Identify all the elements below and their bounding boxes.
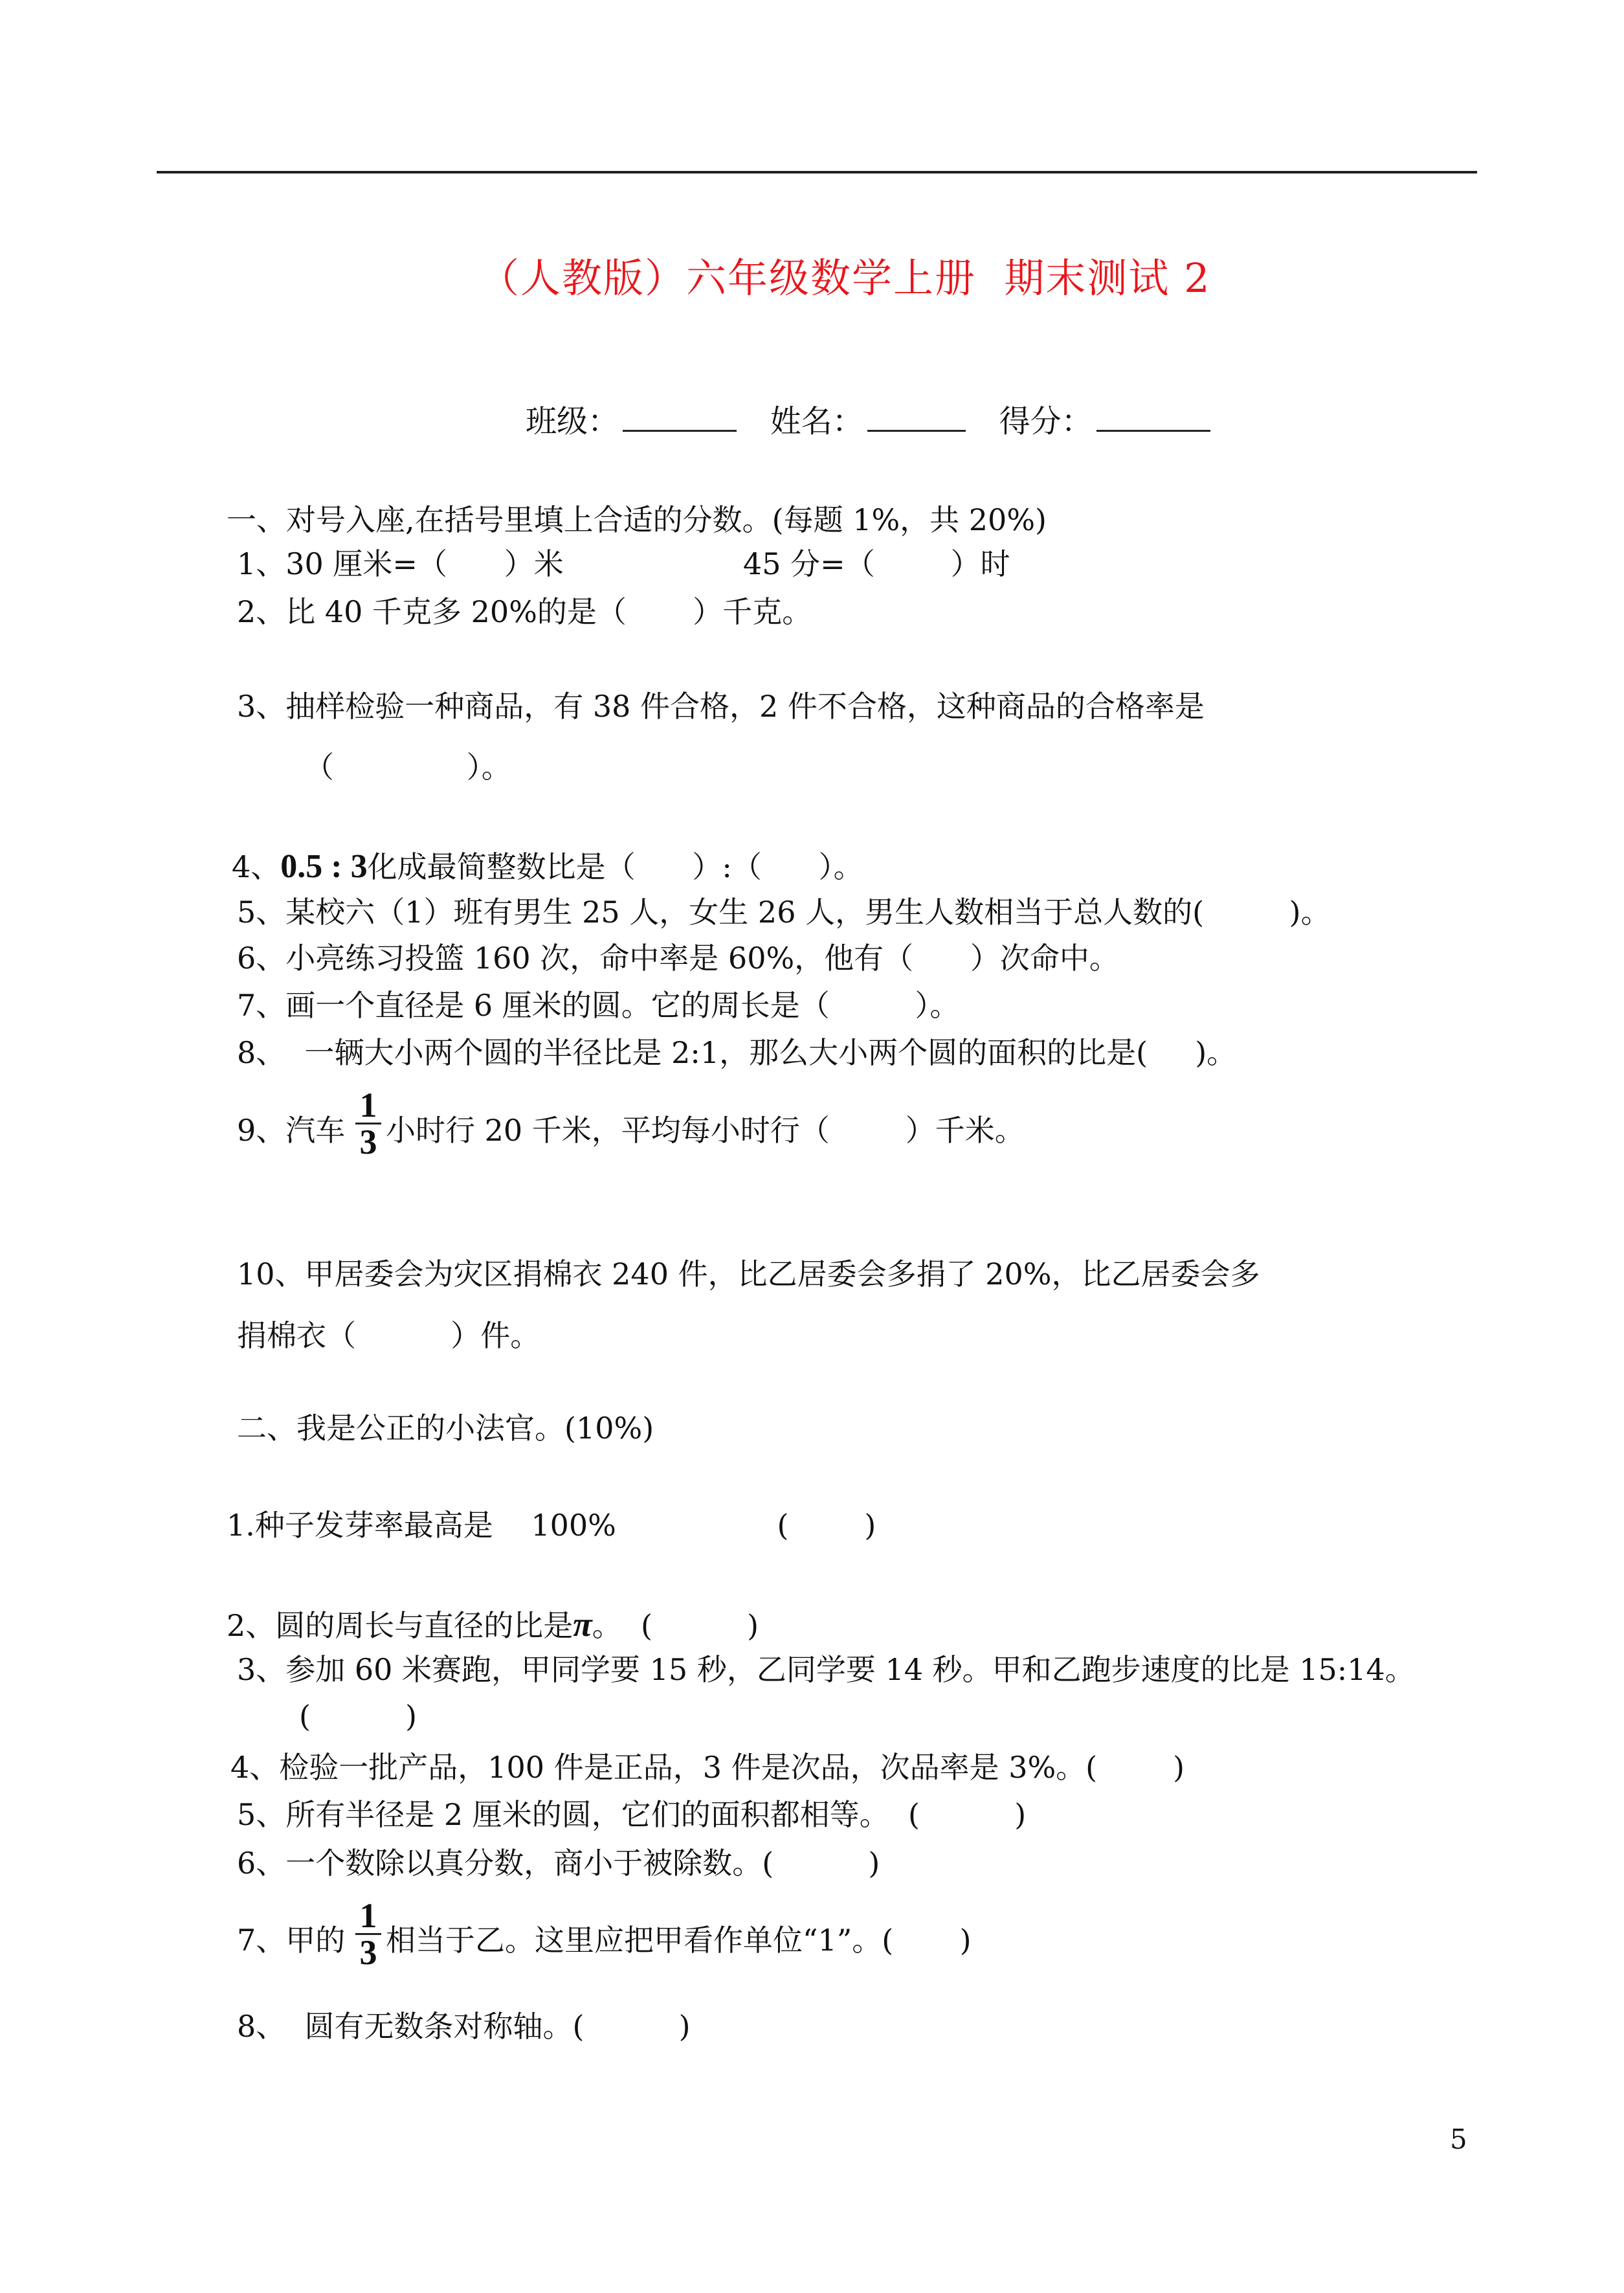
question-1-1: 1、30 厘米=（ ）米	[237, 546, 564, 581]
q4-ratio: 0.5 : 3	[280, 848, 368, 885]
question-2-8: 8、 圆有无数条对称轴。( )	[237, 2009, 691, 2044]
q4-suffix: 化成最简整数比是（ ）:（ ）。	[367, 849, 863, 884]
question-1-9-prefix: 9、汽车	[237, 1113, 346, 1148]
question-2-6: 6、一个数除以真分数，商小于被除数。( )	[237, 1846, 880, 1881]
page-number: 5	[1450, 2123, 1467, 2155]
q4-prefix: 4、	[232, 849, 281, 884]
class-blank[interactable]	[623, 404, 737, 432]
fraction-numerator: 1	[355, 1898, 381, 1935]
name-label: 姓名：	[770, 403, 863, 440]
question-1-10: 10、甲居委会为灾区捐棉衣 240 件，比乙居委会多捐了 20%，比乙居委会多	[237, 1257, 1260, 1292]
fraction-numerator: 1	[355, 1088, 381, 1124]
fraction-denominator: 3	[359, 1123, 377, 1161]
question-2-4: 4、检验一批产品，100 件是正品，3 件是次品，次品率是 3%。( )	[230, 1750, 1185, 1785]
question-1-8: 8、 一辆大小两个圆的半径比是 2:1，那么大小两个圆的面积的比是( )。	[237, 1035, 1237, 1070]
page-title: （人教版）六年级数学上册 期末测试 2	[479, 254, 1211, 302]
question-2-7-suffix: 相当于乙。这里应把甲看作单位“1”。( )	[386, 1923, 972, 1958]
question-1-3-blank: （ ）。	[304, 750, 511, 785]
question-1-3: 3、抽样检验一种商品，有 38 件合格，2 件不合格，这种商品的合格率是	[237, 689, 1205, 724]
fraction-denominator: 3	[359, 1933, 377, 1972]
question-1-10b: 捐棉衣（ ）件。	[237, 1318, 540, 1353]
question-2-2	[227, 1607, 759, 1642]
q2-suffix: 。 ( )	[592, 1608, 759, 1643]
question-1-9-suffix: 小时行 20 千米，平均每小时行（ ）千米。	[386, 1113, 1025, 1148]
fraction-one-third	[355, 1088, 381, 1159]
score-label: 得分：	[999, 403, 1093, 440]
question-1-6: 6、小亮练习投篮 160 次，命中率是 60%，他有（ ）次命中。	[237, 941, 1119, 976]
question-2-3-blank: ( )	[299, 1699, 417, 1734]
question-1-1b: 45 分=（ ）时	[743, 546, 1010, 581]
question-2-1: 1.种子发芽率最高是 100% ( )	[227, 1508, 876, 1543]
question-2-3: 3、参加 60 米赛跑，甲同学要 15 秒，乙同学要 14 秒。甲和乙跑步速度的比是 15:14。	[237, 1652, 1415, 1687]
section1-heading: 一、对号入座,在括号里填上合适的分数。(每题 1%，共 20%)	[227, 502, 1047, 537]
question-1-5: 5、某校六（1）班有男生 25 人，女生 26 人，男生人数相当于总人数的( )。	[237, 895, 1331, 930]
name-blank[interactable]	[867, 404, 966, 432]
question-2-5: 5、所有半径是 2 厘米的圆，它们的面积都相等。 ( )	[237, 1797, 1027, 1832]
q2-prefix: 2、圆的周长与直径的比是	[227, 1608, 573, 1643]
class-label: 班级：	[526, 403, 619, 440]
fraction-one-third-2	[355, 1898, 381, 1970]
student-info-line	[526, 396, 1214, 441]
top-rule	[157, 171, 1477, 173]
score-blank[interactable]	[1096, 404, 1210, 432]
section2-heading: 二、我是公正的小法官。(10%)	[237, 1411, 654, 1446]
question-1-2: 2、比 40 千克多 20%的是（ ）千克。	[237, 594, 812, 629]
question-1-4	[232, 850, 863, 884]
question-1-7: 7、画一个直径是 6 厘米的圆。它的周长是（ ）。	[237, 988, 960, 1023]
pi-symbol: π	[573, 1605, 592, 1644]
question-2-7-prefix: 7、甲的	[237, 1923, 346, 1958]
